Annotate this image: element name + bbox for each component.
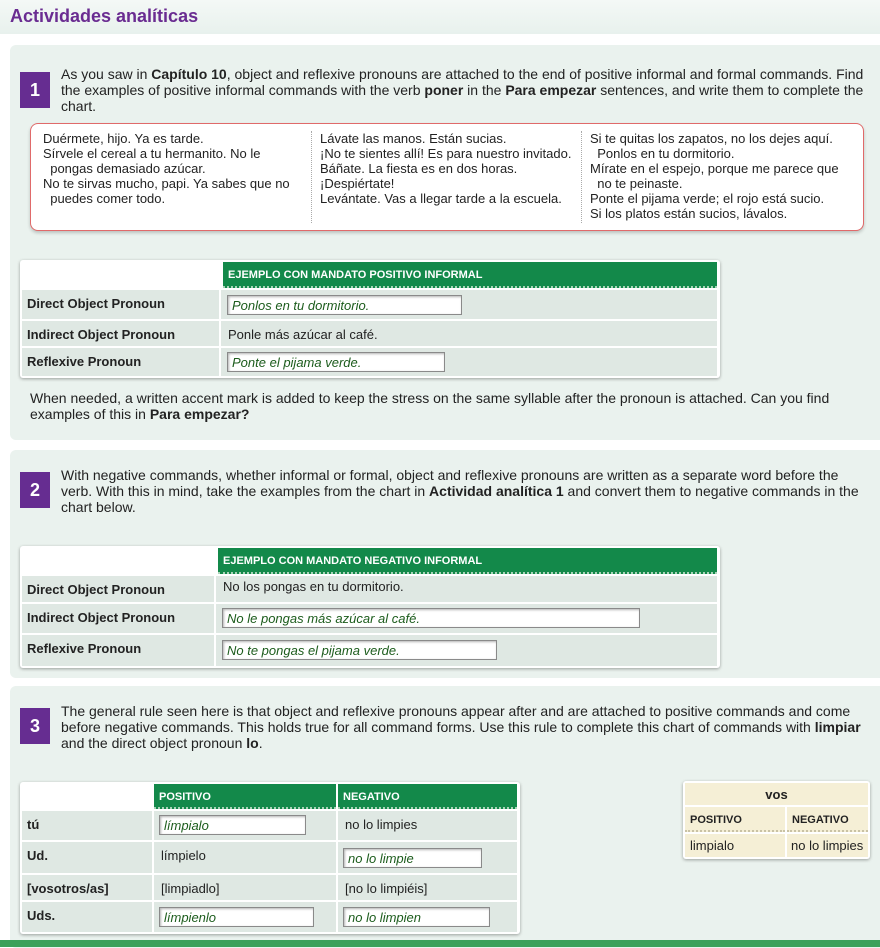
ud-negative-field[interactable]: no lo limpie bbox=[343, 848, 482, 868]
row-label-direct-object: Direct Object Pronoun bbox=[22, 576, 214, 602]
ud-positive-value: límpielo bbox=[154, 842, 336, 873]
para-empezar-sentences-box bbox=[30, 123, 864, 231]
vos-negative-value: no lo limpies bbox=[787, 834, 868, 857]
direct-object-negative-example: No los pongas en tu dormitorio. bbox=[216, 576, 717, 602]
sentences-column-1: Duérmete, hijo. Ya es tarde. Sírvele el cereal a tu hermanito. No le pongas demasiado azúcar. No te sirvas mucho, papi. Ya sabes que no puedes comer todo. bbox=[43, 131, 290, 206]
activity-1-section bbox=[10, 45, 880, 440]
row-label-tu: tú bbox=[22, 811, 152, 840]
col-header-negativo: NEGATIVO bbox=[338, 784, 517, 809]
negative-command-table bbox=[20, 546, 720, 668]
table-row bbox=[216, 635, 717, 666]
vosotros-negative-value: [no lo limpiéis] bbox=[338, 875, 517, 900]
limpiar-command-table bbox=[20, 782, 520, 934]
table-column-header: EJEMPLO CON MANDATO NEGATIVO INFORMAL bbox=[218, 548, 717, 574]
indirect-object-negative-field[interactable]: No le pongas más azúcar al café. bbox=[222, 608, 640, 628]
vos-table-title: vos bbox=[685, 783, 868, 805]
positive-command-table bbox=[20, 260, 720, 378]
activity-2-section bbox=[10, 450, 880, 678]
footer-bar bbox=[0, 940, 880, 947]
activity-number-badge: 3 bbox=[20, 708, 50, 744]
reflexive-negative-field[interactable]: No te pongas el pijama verde. bbox=[222, 640, 497, 660]
sentences-column-3: Si te quitas los zapatos, no los dejes aquí. Ponlos en tu dormitorio. Mírate en el espejo, porque me parece que no te peinaste. Ponte el pijama verde; el rojo está sucio. Si los platos están sucios, lávalos. bbox=[581, 131, 839, 223]
indirect-object-example: Ponle más azúcar al café. bbox=[221, 321, 717, 346]
table-cell bbox=[154, 902, 336, 932]
table-column-header: EJEMPLO CON MANDATO POSITIVO INFORMAL bbox=[223, 262, 717, 288]
reflexive-answer-field[interactable]: Ponte el pijama verde. bbox=[227, 352, 445, 372]
activity-1-instructions: As you saw in Capítulo 10, object and reflexive pronouns are attached to the end of positive informal and formal commands. Find the examples of positive informal commands with the verb poner in the Para empezar sentences, and write them to complete the chart. bbox=[61, 66, 864, 114]
table-row bbox=[216, 604, 717, 633]
vosotros-positive-value: [limpiadlo] bbox=[154, 875, 336, 900]
activity-3-instructions: The general rule seen here is that object and reflexive pronouns appear after and are attached to positive commands and come before negative commands. This holds true for all command forms. Use this rule to complete this chart of commands with limpiar and the direct object pronoun lo. bbox=[61, 703, 861, 751]
page-title: Actividades analíticas bbox=[10, 6, 199, 26]
tu-positive-field[interactable]: límpialo bbox=[159, 815, 306, 835]
activity-2-instructions: With negative commands, whether informal or formal, object and reflexive pronouns are written as a separate word before the verb. With this in mind, take the examples from the chart in Actividad analítica 1 and convert them to negative commands in the chart below. bbox=[61, 467, 859, 515]
row-label-direct-object: Direct Object Pronoun bbox=[22, 290, 219, 319]
activity-number-badge: 1 bbox=[20, 72, 50, 108]
vos-positive-value: limpialo bbox=[685, 834, 785, 857]
row-label-reflexive: Reflexive Pronoun bbox=[22, 348, 219, 376]
row-label-indirect-object: Indirect Object Pronoun bbox=[22, 604, 214, 633]
table-cell bbox=[338, 902, 517, 932]
vos-table bbox=[683, 781, 870, 859]
vos-col-header-negativo: NEGATIVO bbox=[787, 807, 868, 832]
row-label-ud: Ud. bbox=[22, 842, 152, 873]
sentences-column-2: Lávate las manos. Están sucias. ¡No te sientes allí! Es para nuestro invitado. Báñate. La fiesta es en dos horas. ¡Despiértate! Levántate. Vas a llegar tarde a la escuela. bbox=[311, 131, 571, 223]
uds-negative-field[interactable]: no lo limpien bbox=[343, 907, 490, 927]
table-cell bbox=[338, 842, 517, 873]
page-header bbox=[0, 0, 880, 34]
table-row bbox=[221, 290, 717, 319]
direct-object-answer-field[interactable]: Ponlos en tu dormitorio. bbox=[227, 295, 462, 315]
uds-positive-field[interactable]: límpienlo bbox=[159, 907, 314, 927]
table-row bbox=[221, 348, 717, 376]
row-label-vosotros: [vosotros/as] bbox=[22, 875, 152, 900]
tu-negative-value: no lo limpies bbox=[338, 811, 517, 840]
accent-note: When needed, a written accent mark is added to keep the stress on the same syllable after the pronoun is attached. Can you find examples of this in Para empezar? bbox=[30, 390, 830, 422]
activity-number-badge: 2 bbox=[20, 472, 50, 508]
col-header-positivo: POSITIVO bbox=[154, 784, 336, 809]
row-label-indirect-object: Indirect Object Pronoun bbox=[22, 321, 219, 346]
table-cell bbox=[154, 811, 336, 840]
row-label-reflexive: Reflexive Pronoun bbox=[22, 635, 214, 666]
row-label-uds: Uds. bbox=[22, 902, 152, 932]
vos-col-header-positivo: POSITIVO bbox=[685, 807, 785, 832]
